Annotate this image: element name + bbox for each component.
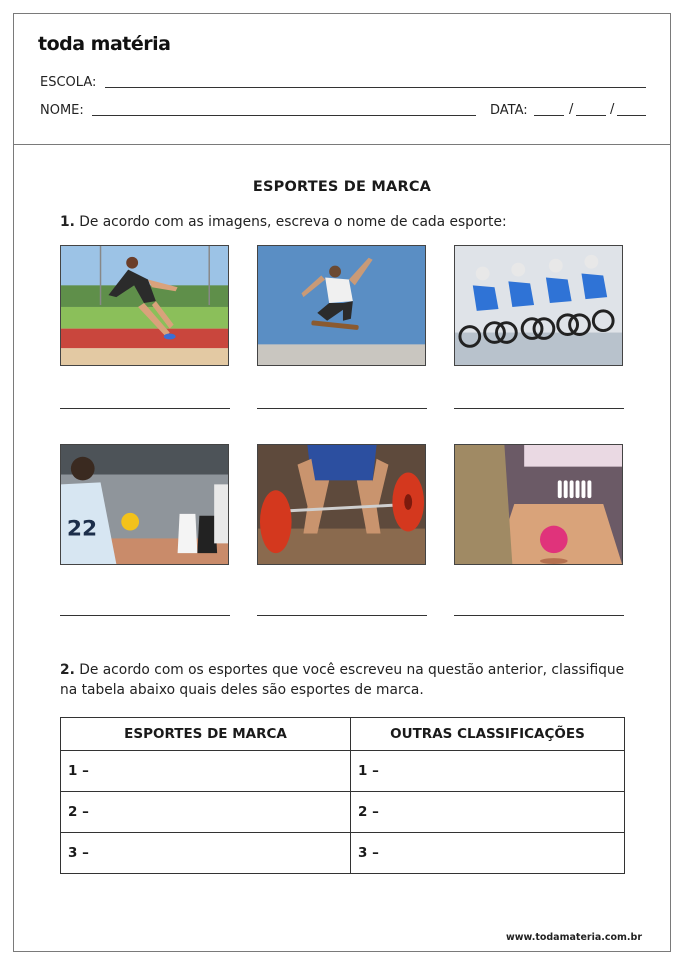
table-cell[interactable]: 3 – — [351, 833, 625, 874]
date-month-field[interactable] — [576, 115, 606, 116]
name-field[interactable] — [92, 115, 476, 116]
cycling-photo — [454, 245, 623, 366]
column-header-marca: ESPORTES DE MARCA — [61, 718, 351, 751]
date-year-field[interactable] — [617, 115, 646, 116]
school-label: ESCOLA: — [40, 75, 97, 90]
question-1 — [60, 212, 507, 232]
table-cell[interactable]: 2 – — [351, 792, 625, 833]
question-2 — [60, 660, 624, 700]
skateboard-photo — [257, 245, 426, 366]
footer-url: www.todamateria.com.br — [505, 932, 642, 943]
question-2-text-line2: na tabela abaixo quais deles são esportes de marca. — [60, 682, 424, 698]
date-separator: / — [610, 102, 615, 117]
bowling-photo — [454, 444, 623, 565]
volleyball-photo — [60, 444, 229, 565]
answer-line-1[interactable] — [60, 408, 230, 409]
answer-line-3[interactable] — [454, 408, 624, 409]
table-header-row — [61, 718, 625, 751]
answer-line-2[interactable] — [257, 408, 427, 409]
answer-line-5[interactable] — [257, 615, 427, 616]
answer-line-4[interactable] — [60, 615, 230, 616]
table-row — [61, 833, 625, 874]
svg-text:22: 22 — [66, 516, 98, 542]
date-label: DATA: — [490, 103, 528, 118]
answer-line-6[interactable] — [454, 615, 624, 616]
date-separator: / — [569, 102, 574, 117]
brand-logo: toda matéria — [38, 33, 171, 55]
worksheet-header — [14, 14, 670, 145]
table-cell[interactable]: 1 – — [351, 751, 625, 792]
question-1-number: 1. — [60, 214, 75, 230]
worksheet-page — [13, 13, 671, 952]
question-2-text-line1: De acordo com os esportes que você escreveu na questão anterior, classifique — [79, 662, 625, 678]
table-cell[interactable]: 2 – — [61, 792, 351, 833]
name-label: NOME: — [40, 103, 84, 118]
date-day-field[interactable] — [534, 115, 564, 116]
question-2-number: 2. — [60, 662, 75, 678]
table-cell[interactable]: 3 – — [61, 833, 351, 874]
table-row — [61, 792, 625, 833]
school-field[interactable] — [105, 87, 646, 88]
question-1-text: De acordo com as imagens, escreva o nome de cada esporte: — [79, 214, 507, 230]
long-jump-photo — [60, 245, 229, 366]
column-header-outras: OUTRAS CLASSIFICAÇÕES — [351, 718, 625, 751]
classification-table — [60, 717, 625, 874]
weightlifting-photo — [257, 444, 426, 565]
worksheet-title: ESPORTES DE MARCA — [252, 179, 432, 195]
table-cell[interactable]: 1 – — [61, 751, 351, 792]
table-row — [61, 751, 625, 792]
